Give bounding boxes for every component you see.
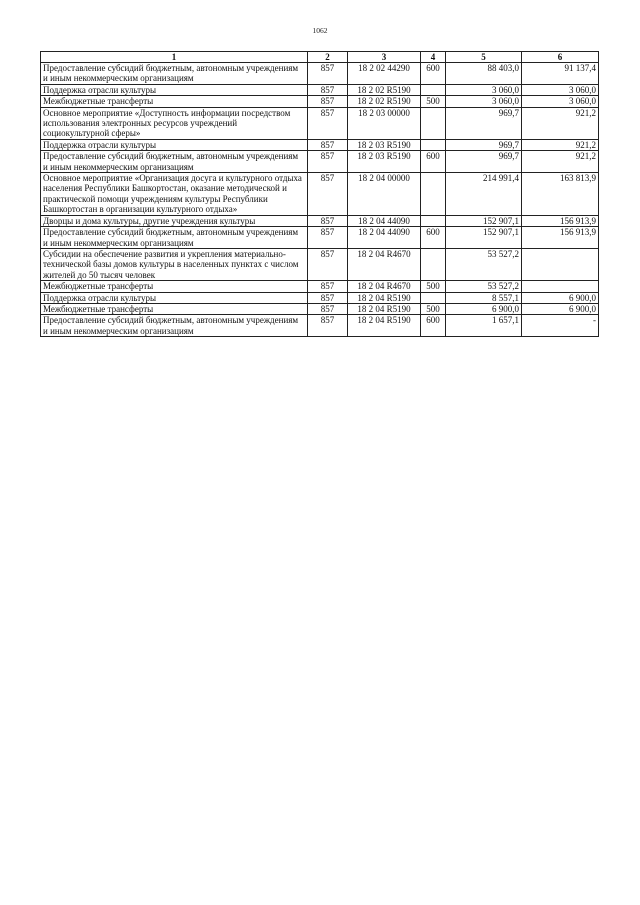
row-amount-year-2: 156 913,9	[522, 227, 599, 249]
row-target-article: 18 2 02 R5190	[348, 96, 421, 107]
row-name: Субсидии на обеспечение развития и укрепления материально-технической базы домов культуры в населенных пунктах с числом жителей до 50 тысяч человек	[41, 248, 308, 280]
row-name: Поддержка отрасли культуры	[41, 139, 308, 150]
row-amount-year-1: 152 907,1	[446, 215, 522, 226]
table-body	[41, 63, 599, 337]
col-header-6: 6	[522, 52, 599, 63]
row-target-article: 18 2 02 44290	[348, 63, 421, 85]
row-amount-year-1: 88 403,0	[446, 63, 522, 85]
row-ministry-code: 857	[308, 107, 348, 139]
col-header-5: 5	[446, 52, 522, 63]
row-expense-type: 500	[421, 303, 446, 314]
row-expense-type	[421, 292, 446, 303]
row-amount-year-2: 91 137,4	[522, 63, 599, 85]
row-name: Межбюджетные трансферты	[41, 281, 308, 292]
row-name: Поддержка отрасли культуры	[41, 84, 308, 95]
row-name: Дворцы и дома культуры, другие учреждения культуры	[41, 215, 308, 226]
row-target-article: 18 2 04 R4670	[348, 248, 421, 280]
row-amount-year-1: 3 060,0	[446, 96, 522, 107]
row-name: Основное мероприятие «Доступность информации посредством использования электронных ресурсов учреждений социокультурной сферы»	[41, 107, 308, 139]
table-row	[41, 173, 599, 216]
row-amount-year-2: 6 900,0	[522, 303, 599, 314]
row-target-article: 18 2 04 44090	[348, 227, 421, 249]
table-row	[41, 215, 599, 226]
table-row	[41, 281, 599, 292]
row-ministry-code: 857	[308, 248, 348, 280]
col-header-2: 2	[308, 52, 348, 63]
row-ministry-code: 857	[308, 84, 348, 95]
row-target-article: 18 2 03 00000	[348, 107, 421, 139]
row-expense-type: 500	[421, 96, 446, 107]
row-ministry-code: 857	[308, 96, 348, 107]
row-amount-year-2: 6 900,0	[522, 292, 599, 303]
table-row	[41, 151, 599, 173]
row-ministry-code: 857	[308, 315, 348, 337]
row-target-article: 18 2 04 R4670	[348, 281, 421, 292]
row-ministry-code: 857	[308, 151, 348, 173]
row-amount-year-1: 53 527,2	[446, 248, 522, 280]
table-row	[41, 139, 599, 150]
row-expense-type	[421, 139, 446, 150]
row-target-article: 18 2 04 R5190	[348, 303, 421, 314]
row-target-article: 18 2 04 00000	[348, 173, 421, 216]
row-name: Основное мероприятие «Организация досуга и культурного отдыха населения Республики Башкортостан, оказание методической и практической помощи учреждениям культуры Республики Башкортостан в организации культурного отдыха»	[41, 173, 308, 216]
table-row	[41, 84, 599, 95]
row-ministry-code: 857	[308, 215, 348, 226]
row-name: Межбюджетные трансферты	[41, 303, 308, 314]
row-amount-year-1: 53 527,2	[446, 281, 522, 292]
row-amount-year-1: 969,7	[446, 151, 522, 173]
table-row	[41, 303, 599, 314]
row-expense-type	[421, 248, 446, 280]
row-ministry-code: 857	[308, 292, 348, 303]
row-ministry-code: 857	[308, 227, 348, 249]
row-expense-type: 600	[421, 227, 446, 249]
row-expense-type: 600	[421, 151, 446, 173]
table-row	[41, 248, 599, 280]
row-amount-year-2: 921,2	[522, 151, 599, 173]
row-amount-year-1: 152 907,1	[446, 227, 522, 249]
table-row	[41, 63, 599, 85]
row-expense-type: 600	[421, 63, 446, 85]
row-amount-year-2: -	[522, 315, 599, 337]
col-header-3: 3	[348, 52, 421, 63]
row-name: Межбюджетные трансферты	[41, 96, 308, 107]
header-row	[41, 52, 599, 63]
table-row	[41, 315, 599, 337]
row-expense-type: 600	[421, 315, 446, 337]
row-target-article: 18 2 04 44090	[348, 215, 421, 226]
row-ministry-code: 857	[308, 173, 348, 216]
row-amount-year-1: 6 900,0	[446, 303, 522, 314]
row-target-article: 18 2 04 R5190	[348, 315, 421, 337]
row-amount-year-1: 969,7	[446, 139, 522, 150]
col-header-1: 1	[41, 52, 308, 63]
row-target-article: 18 2 04 R5190	[348, 292, 421, 303]
row-expense-type	[421, 84, 446, 95]
row-amount-year-1: 1 657,1	[446, 315, 522, 337]
row-name: Предоставление субсидий бюджетным, автономным учреждениям и иным некоммерческим организациям	[41, 315, 308, 337]
row-amount-year-1: 8 557,1	[446, 292, 522, 303]
row-target-article: 18 2 03 R5190	[348, 139, 421, 150]
row-expense-type: 500	[421, 281, 446, 292]
row-amount-year-1: 214 991,4	[446, 173, 522, 216]
row-amount-year-2	[522, 248, 599, 280]
row-ministry-code: 857	[308, 139, 348, 150]
row-ministry-code: 857	[308, 63, 348, 85]
row-expense-type	[421, 215, 446, 226]
row-expense-type	[421, 173, 446, 216]
row-ministry-code: 857	[308, 303, 348, 314]
table-row	[41, 292, 599, 303]
row-amount-year-2: 3 060,0	[522, 84, 599, 95]
row-target-article: 18 2 03 R5190	[348, 151, 421, 173]
row-expense-type	[421, 107, 446, 139]
col-header-4: 4	[421, 52, 446, 63]
page-number: 1062	[312, 26, 328, 35]
row-target-article: 18 2 02 R5190	[348, 84, 421, 95]
row-ministry-code: 857	[308, 281, 348, 292]
row-name: Поддержка отрасли культуры	[41, 292, 308, 303]
budget-table	[40, 51, 599, 337]
row-amount-year-2	[522, 281, 599, 292]
row-amount-year-1: 969,7	[446, 107, 522, 139]
row-name: Предоставление субсидий бюджетным, автономным учреждениям и иным некоммерческим организациям	[41, 151, 308, 173]
row-amount-year-2: 921,2	[522, 107, 599, 139]
row-amount-year-2: 156 913,9	[522, 215, 599, 226]
row-amount-year-1: 3 060,0	[446, 84, 522, 95]
table-row	[41, 227, 599, 249]
table-row	[41, 96, 599, 107]
row-amount-year-2: 921,2	[522, 139, 599, 150]
row-amount-year-2: 3 060,0	[522, 96, 599, 107]
row-name: Предоставление субсидий бюджетным, автономным учреждениям и иным некоммерческим организациям	[41, 63, 308, 85]
table-row	[41, 107, 599, 139]
row-name: Предоставление субсидий бюджетным, автономным учреждениям и иным некоммерческим организациям	[41, 227, 308, 249]
row-amount-year-2: 163 813,9	[522, 173, 599, 216]
